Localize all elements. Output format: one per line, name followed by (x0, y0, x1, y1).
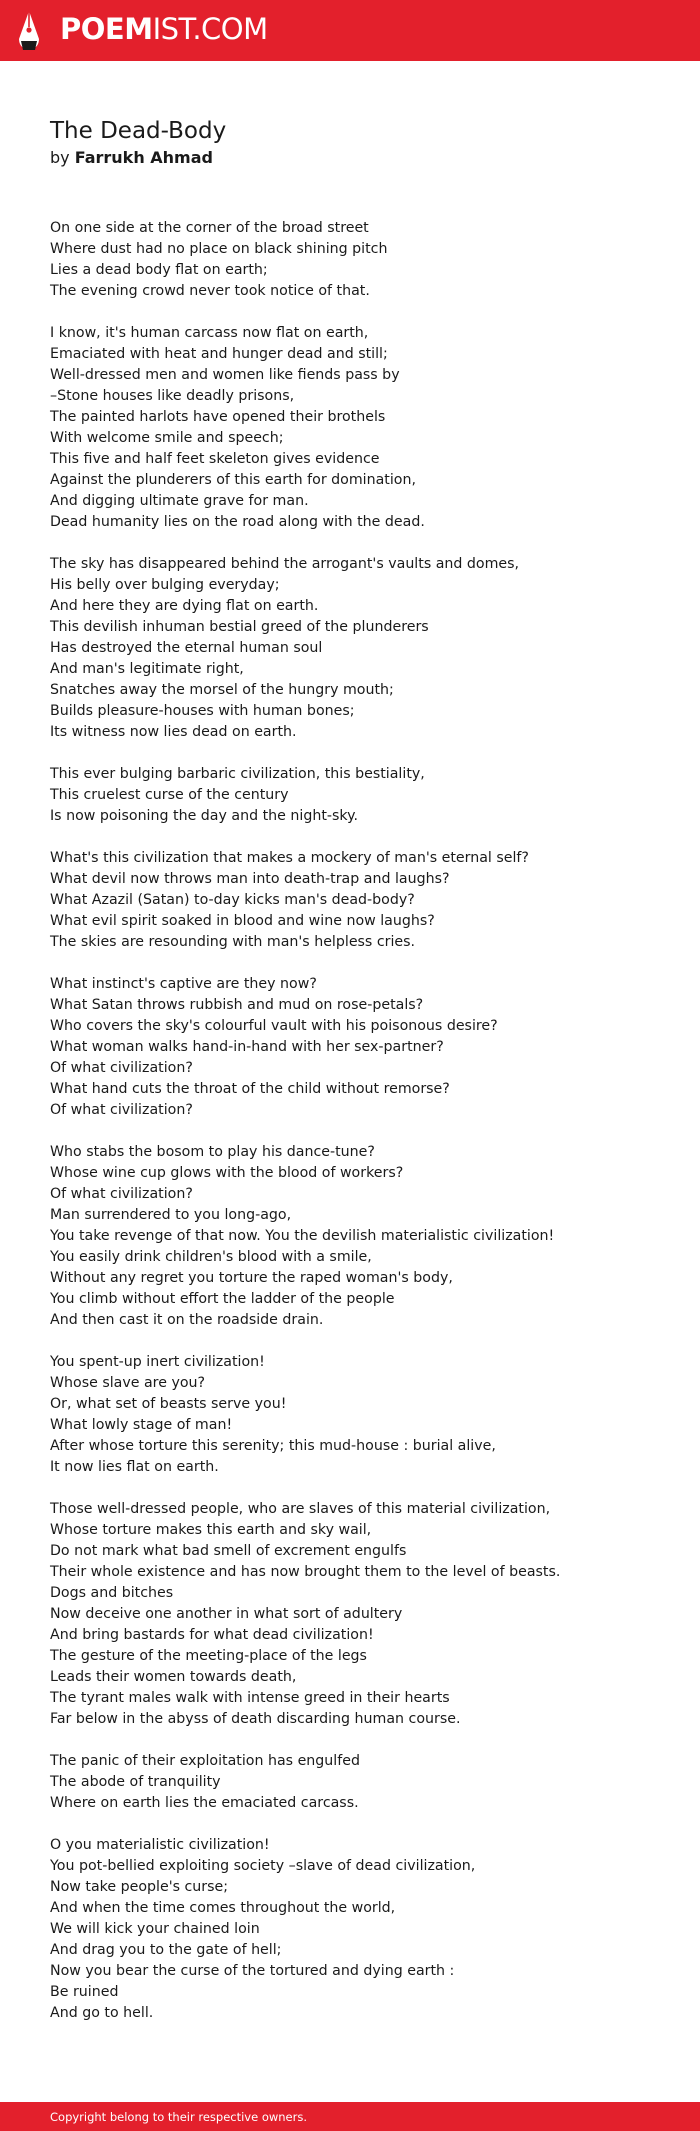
poem-line: And digging ultimate grave for man. (50, 493, 309, 509)
stanza (50, 848, 680, 953)
stanza (50, 1142, 680, 1331)
pen-nib-icon (16, 9, 42, 53)
poem-line: Without any regret you torture the raped woman's body, (50, 1270, 453, 1286)
poem-line: Emaciated with heat and hunger dead and still; (50, 346, 388, 362)
poem-line: With welcome smile and speech; (50, 430, 284, 446)
poem-line: Of what civilization? (50, 1102, 193, 1118)
poem-line: Do not mark what bad smell of excrement engulfs (50, 1543, 407, 1559)
site-header (0, 0, 700, 61)
stanza (50, 554, 680, 743)
logo-bold-text: POEM (60, 12, 153, 46)
poem-line: Far below in the abyss of death discarding human course. (50, 1711, 461, 1727)
poem-line: Or, what set of beasts serve you! (50, 1396, 287, 1412)
poem-line: And when the time comes throughout the world, (50, 1900, 396, 1916)
stanza (50, 1751, 680, 1814)
author-name: Farrukh Ahmad (74, 148, 213, 167)
poem-line: Be ruined (50, 1984, 119, 2000)
by-label: by (50, 148, 70, 167)
poem-line: Who stabs the bosom to play his dance-tune? (50, 1144, 375, 1160)
poem-line: Those well-dressed people, who are slaves of this material civilization, (50, 1501, 551, 1517)
poem-line: The painted harlots have opened their brothels (50, 409, 386, 425)
poem-title: The Dead-Body (50, 118, 227, 144)
poem-line: Where on earth lies the emaciated carcass. (50, 1795, 359, 1811)
poem-line: Man surrendered to you long-ago, (50, 1207, 292, 1223)
poem-line: Whose wine cup glows with the blood of workers? (50, 1165, 404, 1181)
stanza (50, 974, 680, 1121)
poem-line: Dogs and bitches (50, 1585, 174, 1601)
poem-line: What instinct's captive are they now? (50, 976, 317, 992)
poem-line: It now lies flat on earth. (50, 1459, 219, 1475)
poem-line: I know, it's human carcass now flat on earth, (50, 325, 369, 341)
poem-line: –Stone houses like deadly prisons, (50, 388, 295, 404)
poem-line: You pot-bellied exploiting society –slave of dead civilization, (50, 1858, 476, 1874)
poem-body (50, 218, 680, 2045)
poem-line: You climb without effort the ladder of the people (50, 1291, 395, 1307)
poem-line: His belly over bulging everyday; (50, 577, 280, 593)
poem-line: We will kick your chained loin (50, 1921, 260, 1937)
poem-line: The sky has disappeared behind the arrogant's vaults and domes, (50, 556, 520, 572)
poem-line: You easily drink children's blood with a smile, (50, 1249, 372, 1265)
copyright-text: Copyright belong to their respective owners. (50, 2110, 308, 2124)
poem-line: What evil spirit soaked in blood and wine now laughs? (50, 913, 435, 929)
poem-line: The gesture of the meeting-place of the legs (50, 1648, 367, 1664)
poem-line: Leads their women towards death, (50, 1669, 297, 1685)
poem-line: Lies a dead body flat on earth; (50, 262, 268, 278)
stanza (50, 1835, 680, 2024)
poem-line: Is now poisoning the day and the night-sky. (50, 808, 359, 824)
poem-line: And go to hell. (50, 2005, 154, 2021)
poem-line: What devil now throws man into death-trap and laughs? (50, 871, 450, 887)
stanza (50, 323, 680, 533)
poem-line: The abode of tranquility (50, 1774, 221, 1790)
logo-light-text: IST.COM (152, 12, 268, 46)
poem-line: This cruelest curse of the century (50, 787, 289, 803)
poem-line: What woman walks hand-in-hand with her sex-partner? (50, 1039, 444, 1055)
poem-line: And drag you to the gate of hell; (50, 1942, 282, 1958)
poem-line: On one side at the corner of the broad street (50, 220, 369, 236)
poem-line: And bring bastards for what dead civilization! (50, 1627, 374, 1643)
stanza (50, 218, 680, 302)
poem-line: This ever bulging barbaric civilization, this bestiality, (50, 766, 425, 782)
stanza (50, 1352, 680, 1478)
poem-line: You take revenge of that now. You the devilish materialistic civilization! (50, 1228, 555, 1244)
poem-line: Now take people's curse; (50, 1879, 229, 1895)
poem-line: Has destroyed the eternal human soul (50, 640, 323, 656)
poem-line: The tyrant males walk with intense greed in their hearts (50, 1690, 450, 1706)
poem-line: Of what civilization? (50, 1060, 193, 1076)
site-footer (0, 2102, 700, 2131)
poem-line: Who covers the sky's colourful vault with his poisonous desire? (50, 1018, 498, 1034)
poem-line: Their whole existence and has now brought them to the level of beasts. (50, 1564, 561, 1580)
poem-line: Dead humanity lies on the road along with the dead. (50, 514, 425, 530)
poem-line: What hand cuts the throat of the child without remorse? (50, 1081, 450, 1097)
poem-line: And here they are dying flat on earth. (50, 598, 319, 614)
poem-line: What lowly stage of man! (50, 1417, 233, 1433)
poem-line: The evening crowd never took notice of that. (50, 283, 370, 299)
stanza (50, 1499, 680, 1730)
stanza (50, 764, 680, 827)
poem-line: And then cast it on the roadside drain. (50, 1312, 324, 1328)
poem-line: Whose slave are you? (50, 1375, 206, 1391)
poem-line: Against the plunderers of this earth for domination, (50, 472, 416, 488)
poem-line: This devilish inhuman bestial greed of the plunderers (50, 619, 429, 635)
poem-line: Of what civilization? (50, 1186, 193, 1202)
poem-line: Now deceive one another in what sort of adultery (50, 1606, 403, 1622)
poem-line: Its witness now lies dead on earth. (50, 724, 297, 740)
poem-line: The panic of their exploitation has engulfed (50, 1753, 360, 1769)
poem-line: What Azazil (Satan) to-day kicks man's dead-body? (50, 892, 415, 908)
poem-line: What Satan throws rubbish and mud on rose-petals? (50, 997, 424, 1013)
poem-line: You spent-up inert civilization! (50, 1354, 265, 1370)
poem-line: Snatches away the morsel of the hungry mouth; (50, 682, 394, 698)
poem-line: Now you bear the curse of the tortured and dying earth : (50, 1963, 455, 1979)
byline (50, 147, 213, 169)
poem-line: O you materialistic civilization! (50, 1837, 270, 1853)
site-logo[interactable] (60, 11, 268, 47)
poem-line: After whose torture this serenity; this mud-house : burial alive, (50, 1438, 496, 1454)
poem-line: Where dust had no place on black shining pitch (50, 241, 388, 257)
poem-line: And man's legitimate right, (50, 661, 244, 677)
poem-line: What's this civilization that makes a mockery of man's eternal self? (50, 850, 529, 866)
poem-line: This five and half feet skeleton gives evidence (50, 451, 380, 467)
poem-line: The skies are resounding with man's helpless cries. (50, 934, 416, 950)
poem-line: Well-dressed men and women like fiends pass by (50, 367, 400, 383)
poem-line: Builds pleasure-houses with human bones; (50, 703, 355, 719)
poem-line: Whose torture makes this earth and sky wail, (50, 1522, 372, 1538)
